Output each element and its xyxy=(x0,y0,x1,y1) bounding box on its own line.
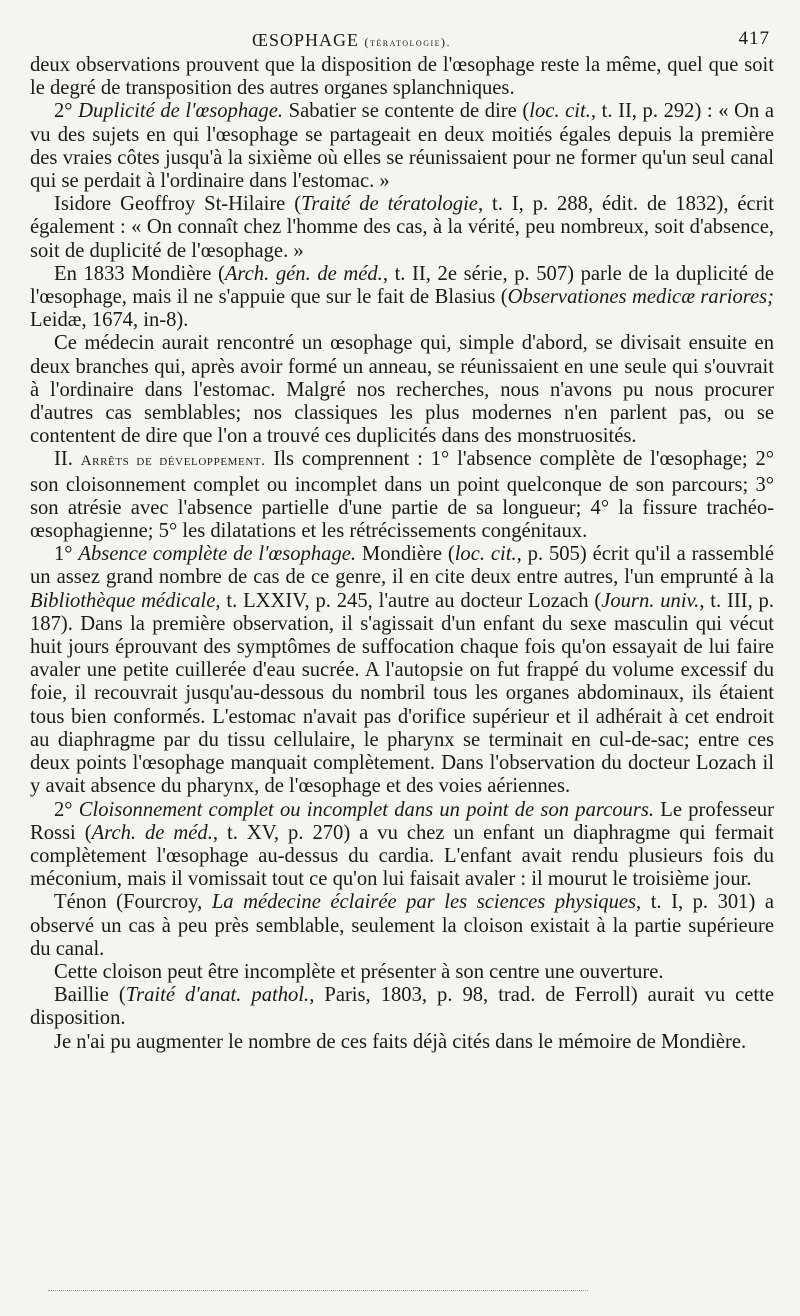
body-text xyxy=(30,54,774,1054)
paragraph xyxy=(30,263,774,333)
italic-text: Arch. de méd. xyxy=(91,821,213,844)
text-run: En 1833 Mondière ( xyxy=(54,262,225,285)
paragraph xyxy=(30,961,774,984)
text-run: deux observations prouvent que la disposition de l'œsophage reste la même, quel que soit le degré de transposition des autres organes splanchniques. xyxy=(30,54,774,100)
text-run: Le professeur Rossi ( xyxy=(30,798,774,844)
italic-text: Journ. univ. xyxy=(601,589,700,612)
italic-text: La médecine éclairée par les sciences physiques xyxy=(211,891,637,914)
running-title xyxy=(252,30,451,51)
text-run: 2° xyxy=(54,798,79,821)
text-run: , t. I, p. 301) a observé un cas à peu près semblable, seulement la cloison existait à la partie supérieure du canal. xyxy=(30,891,774,960)
italic-text: Traité de tératologie xyxy=(301,193,478,216)
page-number: 417 xyxy=(738,28,770,49)
small-caps-heading: Arrêts de développement. xyxy=(80,453,266,470)
text-run: Mondière ( xyxy=(356,543,455,566)
paragraph xyxy=(30,448,774,543)
text-run: 1° xyxy=(54,543,79,566)
paragraph xyxy=(30,891,774,961)
text-run: II. xyxy=(54,448,81,471)
paragraph xyxy=(30,984,774,1030)
bottom-rule xyxy=(48,1290,588,1293)
text-run: , Paris, 1803, p. 98, trad. de Ferroll) aurait vu cette disposition. xyxy=(30,984,775,1030)
italic-text: Observationes medicæ rariores; xyxy=(507,286,775,309)
paragraph xyxy=(30,54,774,100)
italic-text: Cloisonnement complet ou incomplet dans un point de son parcours. xyxy=(78,798,655,821)
text-run: Je n'ai pu augmenter le nombre de ces faits déjà cités dans le mémoire de Mondière. xyxy=(54,1030,747,1053)
paragraph xyxy=(30,543,774,798)
text-run: Cette cloison peut être incomplète et présenter à son centre une ouverture. xyxy=(54,960,664,983)
text-run: Ténon (Fourcroy, xyxy=(54,891,212,914)
paragraph xyxy=(30,100,774,193)
running-title-main: ŒSOPHAGE xyxy=(252,30,360,50)
text-run: 2° xyxy=(54,100,79,123)
text-run: , t. II, 2e série, p. 507) parle de la duplicité de l'œsophage, mais il ne s'appuie que sur le fait de Blasius ( xyxy=(30,262,774,309)
italic-text: Absence complète de l'œsophage. xyxy=(78,543,357,566)
running-header xyxy=(30,24,774,54)
text-run: Baillie ( xyxy=(54,984,126,1007)
text-run: Ils comprennent : 1° l'absence complète de l'œsophage; 2° son cloisonnement complet ou incomplet dans un point quelconque de son parcours; 3° son atrésie avec l'absence partielle d'une partie de sa longueur; 4° la fissure trachéo-œsophagienne; 5° les dilatations et les rétrécissements congénitaux. xyxy=(30,448,774,543)
italic-text: loc. cit. xyxy=(529,100,591,123)
italic-text: loc. cit. xyxy=(454,543,517,566)
text-run: , p. 505) écrit qu'il a rassemblé un assez grand nombre de cas de ce genre, il en cite deux entre autres, l'un emprunté à la xyxy=(30,543,774,589)
text-run: Ce médecin aurait rencontré un œsophage qui, simple d'abord, se divisait ensuite en deux branches qui, après avoir formé un anneau, se réunissaient en une seule qui s'ouvrait à l'ordinaire dans l'estomac. Malgré nos recherches, nous n'avons pu nous procurer d'autres cas semblables; nos classiques les plus modernes n'en parlent pas, ou se contentent de dire que l'on a trouvé ces duplicités dans des monstruosités. xyxy=(30,332,774,448)
paragraph xyxy=(30,799,774,892)
text-run: Leidæ, 1674, in-8). xyxy=(30,309,189,332)
text-run: , t. III, p. 187). Dans la première observation, il s'agissait d'un enfant du sexe masculin qui vécut huit jours éprouvant des symptômes de suffocation chaque fois qu'on essayait de lui faire avaler une petite cuillerée d'eau sucrée. A l'autopsie on fut frappé du volume excessif du foie, il recouvrait jusqu'au-dessous du nombril tous les organes abdominaux, ils étaient tous bien conformés. L'estomac n'avait pas d'orifice supérieur et il adhérait à cet endroit au diaphragme par du tissu cellulaire, le pharynx se terminait en cul-de-sac; entre ces deux points l'œsophage manquait complètement. Dans l'observation du docteur Lozach il y avait absence du pharynx, de l'œsophage et des voies aériennes. xyxy=(30,589,774,798)
italic-text: Duplicité de l'œsophage. xyxy=(78,100,284,123)
italic-text: Bibliothèque médicale xyxy=(30,589,216,612)
text-run: , t. I, p. 288, édit. de 1832), écrit également : « On connaît chez l'homme des cas, à la vérité, peu nombreux, soit d'absence, soit de duplicité de l'œsophage. » xyxy=(30,193,774,262)
text-run: , t. LXXIV, p. 245, l'autre au docteur Lozach ( xyxy=(215,589,602,612)
book-page xyxy=(30,24,774,1054)
paragraph xyxy=(30,1031,774,1054)
paragraph xyxy=(30,193,774,263)
text-run: , t. II, p. 292) : « On a vu des sujets en qui l'œsophage se partageait en deux moitiés égales depuis la première des vraies côtes jusqu'à la sixième où elles se réunissaient pour ne former qu'un seul canal qui se perdait à l'ordinaire dans l'estomac. » xyxy=(30,100,774,193)
text-run: Sabatier se contente de dire ( xyxy=(283,100,530,123)
text-run: , t. XV, p. 270) a vu chez un enfant un diaphragme qui fermait complètement l'œsophage au-dessus du cardia. L'enfant avait rendu plusieurs fois du méconium, mais il vomissait tout ce qu'on lui faisait avaler : il mourut le troisième jour. xyxy=(30,821,774,891)
paragraph xyxy=(30,332,774,448)
italic-text: Arch. gén. de méd. xyxy=(224,262,383,285)
text-run: Isidore Geoffroy St-Hilaire ( xyxy=(54,193,302,216)
italic-text: Traité d'anat. pathol. xyxy=(125,984,310,1007)
running-title-sub: (tératologie). xyxy=(364,35,452,49)
